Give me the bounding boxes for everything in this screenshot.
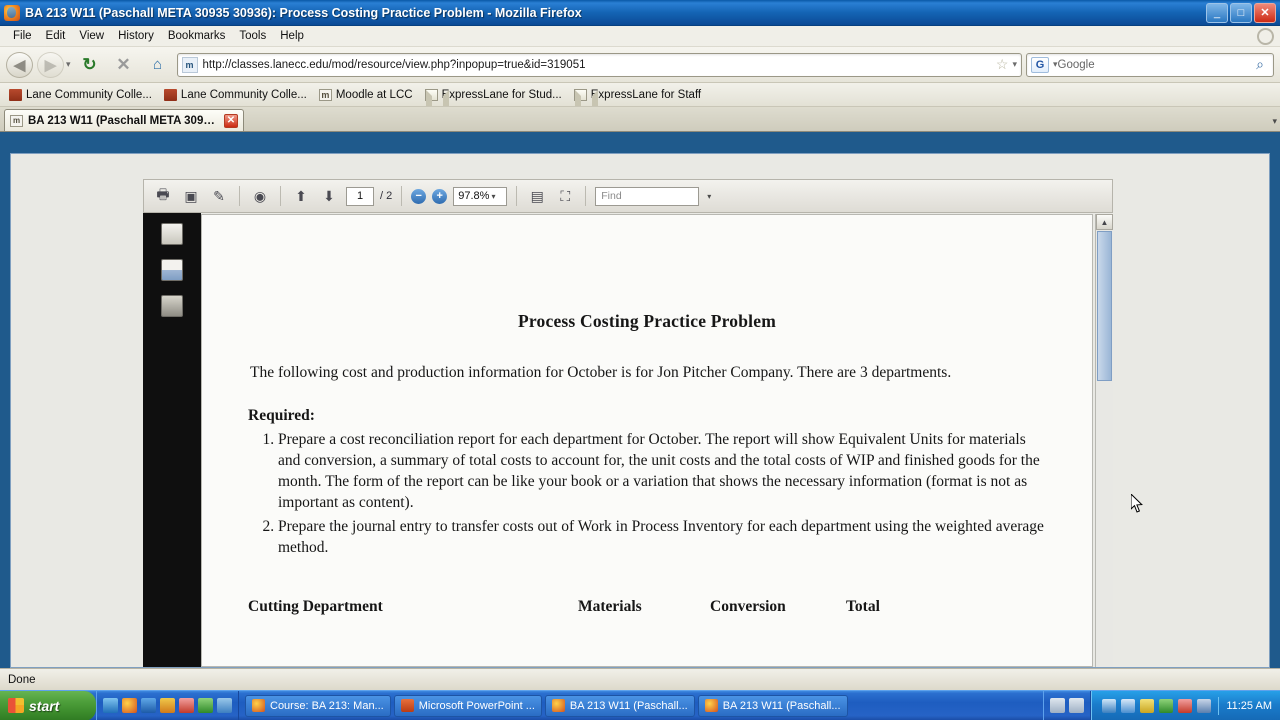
quick-launch-bar (96, 691, 239, 720)
document-title: Process Costing Practice Problem (518, 311, 776, 331)
search-bar[interactable] (1026, 53, 1274, 77)
window-titlebar (0, 0, 1280, 26)
document-table-headers (248, 598, 1046, 616)
show-desktop-icon[interactable] (1050, 698, 1065, 713)
battery-icon[interactable] (1178, 699, 1192, 713)
firefox-icon (705, 699, 718, 712)
table-header-total: Total (846, 598, 880, 615)
envelope-icon (425, 89, 438, 101)
taskbar-item-label: BA 213 W11 (Paschall... (569, 699, 688, 712)
tools-icon[interactable]: ✎ (213, 187, 225, 204)
toolbar-separator (516, 186, 517, 206)
menu-bar (0, 26, 1280, 47)
firefox-icon (4, 5, 20, 21)
desktop-icon[interactable] (198, 698, 213, 713)
window-switch-icon[interactable] (1069, 698, 1084, 713)
menu-item-help[interactable]: Help (280, 30, 304, 42)
start-button[interactable] (0, 691, 96, 720)
menu-item-file[interactable]: File (13, 30, 32, 42)
bookmark-expresslane-for-staff[interactable] (569, 87, 706, 103)
zoom-level-value: 97.8% (458, 190, 490, 202)
forward-button[interactable]: ▶ (37, 52, 64, 78)
minimize-button[interactable]: _ (1206, 3, 1228, 23)
toolbar-separator (585, 186, 586, 206)
bookmark-star-icon[interactable]: ☆ (995, 56, 1009, 72)
tray-separator (1218, 697, 1219, 715)
toolbar-separator (280, 186, 281, 206)
book-icon (164, 89, 177, 101)
menu-item-tools[interactable]: Tools (239, 30, 267, 42)
table-header-materials: Materials (578, 598, 642, 615)
system-tray (1091, 691, 1280, 720)
arrow-up-icon[interactable]: ⬆ (295, 187, 307, 204)
menu-item-edit[interactable]: Edit (45, 30, 66, 42)
firefox-logo-icon (1257, 28, 1274, 45)
find-options-caret-icon[interactable]: ▾ (707, 191, 712, 201)
home-button[interactable]: ⌂ (153, 56, 163, 73)
list-item: 2. Prepare the journal entry to transfer costs out of Work in Process Inventory for each department using the weighted average method. (278, 516, 1046, 558)
list-item: 1. Prepare a cost reconciliation report for each department for October. The report will show Equivalent Units for materials and conversion, a summary of total costs to account for, the unit costs and the total costs of WIP and finished goods for the month. The form of the report can be like your book or a variation that shows the necessary information (format is not as important as content). (278, 429, 1046, 513)
pdf-viewer (10, 153, 1270, 668)
windows-flag-icon (8, 698, 24, 713)
window-switch-area (1043, 691, 1091, 720)
tab-strip (0, 107, 1280, 132)
taskbar-item-label: BA 213 W11 (Paschall... (722, 699, 841, 712)
printer-icon[interactable]: 🖶 (156, 186, 170, 202)
search-icon[interactable]: ⌕ (1256, 56, 1264, 72)
pdf-sidebar-rail (143, 213, 201, 667)
bookmark-label: ExpressLane for Stud... (441, 88, 562, 101)
fit-width-icon[interactable]: ▤ (530, 187, 544, 204)
stop-button[interactable]: ✕ (116, 54, 131, 74)
bookmarks-panel-icon[interactable] (161, 259, 183, 281)
navigation-toolbar (0, 47, 1280, 83)
chevron-down-icon[interactable]: ▾ (1012, 59, 1017, 69)
menu-item-history[interactable]: History (118, 30, 154, 42)
volume-icon[interactable] (1121, 699, 1135, 713)
taskbar-item-course-ba213[interactable] (245, 695, 391, 717)
find-input[interactable]: Find (595, 187, 699, 206)
photo-icon[interactable] (179, 698, 194, 713)
arrow-down-icon[interactable]: ⬇ (323, 187, 335, 204)
bookmarks-toolbar (0, 83, 1280, 107)
powerpoint-icon (401, 699, 414, 712)
pdf-toolbar (143, 179, 1113, 213)
clock[interactable]: 11:25 AM (1226, 699, 1272, 712)
task-list (239, 695, 1043, 717)
fit-page-icon[interactable]: ⛶ (560, 187, 571, 204)
browser-content (0, 145, 1280, 668)
pdf-page (201, 214, 1093, 667)
zoom-level-input[interactable] (453, 187, 507, 206)
back-button[interactable]: ◀ (6, 52, 33, 78)
menu-item-bookmarks[interactable]: Bookmarks (167, 30, 226, 42)
messenger-icon[interactable] (160, 698, 175, 713)
taskbar-item-label: Microsoft PowerPoint ... (418, 699, 535, 712)
toolbar-separator (239, 186, 240, 206)
url-bar[interactable] (177, 53, 1022, 77)
book-icon (9, 89, 22, 101)
reload-button[interactable]: ↻ (82, 54, 97, 74)
attachments-panel-icon[interactable] (161, 295, 183, 317)
bookmark-label: ExpressLane for Staff (590, 88, 702, 101)
start-label: start (29, 697, 60, 714)
taskbar-item-label: Course: BA 213: Man... (270, 699, 384, 712)
firefox-icon (252, 699, 265, 712)
antivirus-icon[interactable] (1197, 699, 1211, 713)
page-total-label: / 2 (380, 190, 393, 202)
shield-icon[interactable] (1140, 699, 1154, 713)
bookmark-label: Moodle at LCC (335, 88, 413, 101)
menu-item-view[interactable]: View (79, 30, 105, 42)
tab-list-icon[interactable]: ▾ (1272, 116, 1277, 126)
media-icon[interactable] (141, 698, 156, 713)
folder-icon[interactable] (217, 698, 232, 713)
moodle-icon: m (319, 89, 332, 101)
table-header-department: Cutting Department (248, 598, 383, 615)
bookmark-moodle-at-lcc[interactable] (314, 87, 418, 103)
search-input[interactable]: Google (1057, 58, 1095, 71)
google-icon[interactable]: G (1031, 57, 1049, 73)
firefox-icon (552, 699, 565, 712)
chevron-down-icon[interactable]: ▾ (491, 191, 496, 201)
snapshot-icon[interactable]: ◉ (253, 187, 267, 204)
scroll-up-button[interactable]: ▲ (1096, 214, 1113, 230)
ie-icon[interactable] (103, 698, 118, 713)
document-requirements-list (248, 429, 1046, 558)
close-icon[interactable]: ✕ (224, 114, 238, 128)
save-icon[interactable]: ▣ (184, 187, 198, 204)
zoom-icon[interactable] (1159, 699, 1173, 713)
status-text: Done (8, 673, 36, 686)
zoom-in-button[interactable]: + (432, 189, 447, 204)
document-intro: The following cost and production information for October is for Jon Pitcher Company. There are 3 departments. (250, 364, 952, 381)
close-button[interactable]: ✕ (1254, 3, 1276, 23)
tab-ba213-w11[interactable] (4, 109, 244, 131)
tab-strip-controls (1272, 116, 1277, 127)
taskbar (0, 690, 1280, 720)
table-header-conversion: Conversion (710, 598, 786, 615)
envelope-icon (574, 89, 587, 101)
mouse-cursor (1131, 494, 1143, 513)
url-input[interactable]: http://classes.lanecc.edu/mod/resource/view.php?inpopup=true&id=319051 (202, 58, 586, 71)
bookmark-label: Lane Community Colle... (180, 88, 307, 101)
zoom-out-button[interactable]: − (411, 189, 426, 204)
tab-label: BA 213 W11 (Paschall META 3093... (28, 114, 219, 127)
bookmark-lane-community-college-2[interactable] (159, 87, 312, 103)
history-dropdown-icon[interactable]: ▾ (66, 59, 71, 69)
moodle-icon: m (182, 57, 198, 73)
network-icon[interactable] (1102, 699, 1116, 713)
window-title: BA 213 W11 (Paschall META 30935 30936): Process Costing Practice Problem - Mozilla Firefox (25, 5, 582, 20)
moodle-icon: m (10, 115, 23, 127)
bookmark-lane-community-college-1[interactable] (4, 87, 157, 103)
taskbar-item-powerpoint[interactable] (394, 695, 542, 717)
status-bar (0, 668, 1280, 690)
window-controls (1206, 3, 1278, 23)
pdf-scrollbar[interactable] (1095, 214, 1113, 667)
bookmark-label: Lane Community Colle... (26, 88, 152, 101)
taskbar-item-ba213-w11-1[interactable] (545, 695, 695, 717)
page-number-input[interactable]: 1 (346, 187, 374, 206)
scrollbar-thumb[interactable] (1097, 231, 1112, 381)
search-engine-caret-icon[interactable]: ▾ (1053, 59, 1058, 69)
maximize-button[interactable]: □ (1230, 3, 1252, 23)
firefox-icon[interactable] (122, 698, 137, 713)
document-required-label: Required: (248, 407, 315, 424)
bookmark-expresslane-for-students[interactable] (420, 87, 567, 103)
toolbar-separator (401, 186, 402, 206)
pages-panel-icon[interactable] (161, 223, 183, 245)
taskbar-item-ba213-w11-2[interactable] (698, 695, 848, 717)
